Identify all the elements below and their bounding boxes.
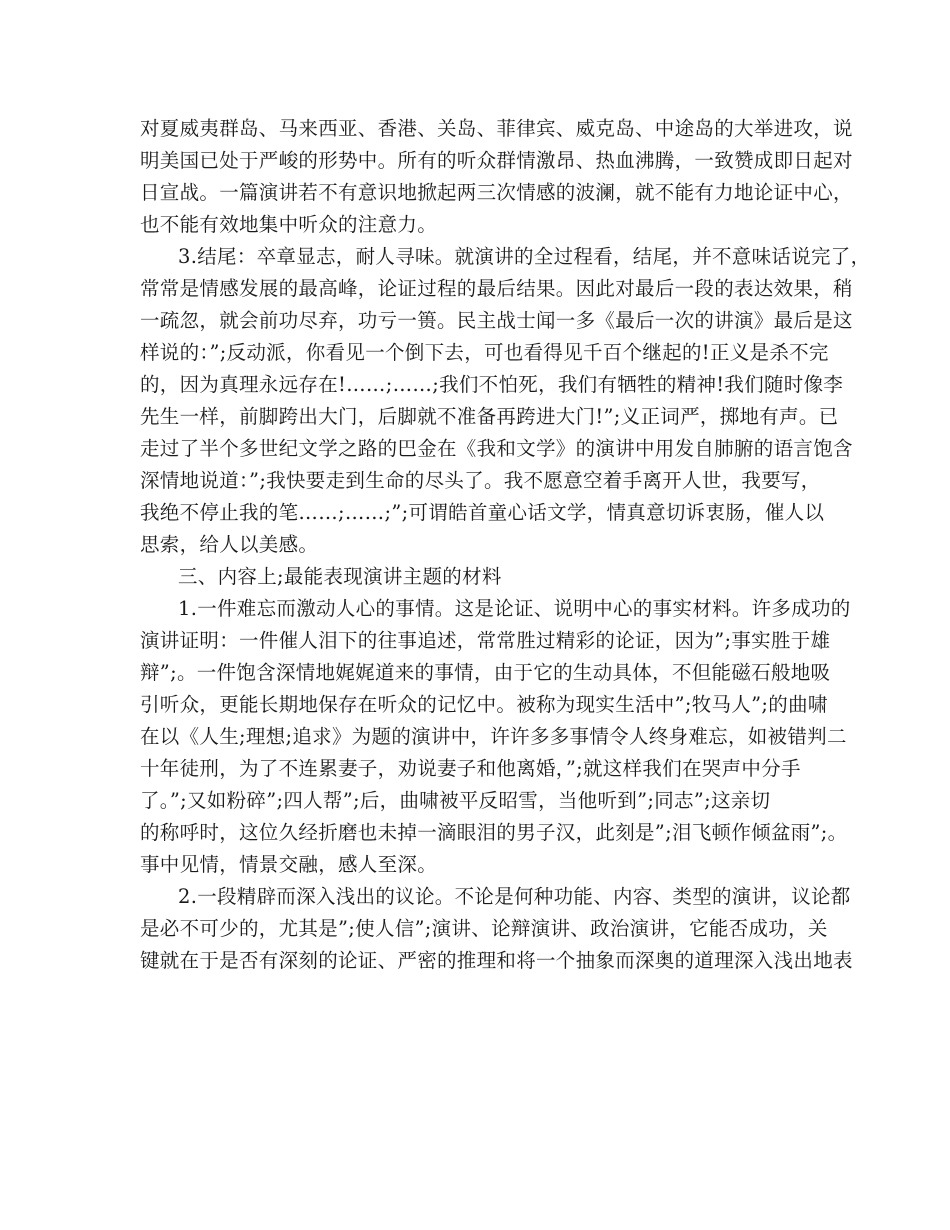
text-line: 先生一样，前脚跨出大门，后脚就不准备再跨进大门!”;义正词严，掷地有声。已: [140, 405, 839, 428]
paragraph-start-line: 1.一件难忘而激动人心的事情。这是论证、说明中心的事实材料。许多成功的: [178, 597, 851, 620]
text-line: 日宣战。一篇演讲若不有意识地掀起两三次情感的波澜，就不能有力地论证中心，: [140, 181, 853, 204]
text-line: 的，因为真理永远存在!……;……;我们不怕死，我们有牺牲的精神!我们随时像李: [140, 373, 844, 396]
text-line: 的称呼时，这位久经折磨也未掉一滴眼泪的男子汉，此刻是”;泪飞顿作倾盆雨”;。: [140, 821, 848, 844]
text-line: 引听众，更能长期地保存在听众的记忆中。被称为现实生活中”;牧马人”;的曲啸: [140, 693, 828, 716]
paragraph-start-line: 2.一段精辟而深入浅出的议论。不论是何种功能、内容、类型的演讲，议论都: [178, 885, 851, 908]
text-line: 深情地说道：”;我快要走到生命的尽头了。我不愿意空着手离开人世，我要写，: [140, 469, 821, 492]
text-line: 十年徒刑，为了不连累妻子，劝说妻子和他离婚，”;就这样我们在哭声中分手: [140, 757, 801, 780]
text-line: 辩”;。一件饱含深情地娓娓道来的事情，由于它的生动具体，不但能磁石般地吸: [140, 661, 831, 684]
text-line: 了。”;又如粉碎”;四人帮”;后，曲啸被平反昭雪，当他听到”;同志”;这亲切: [140, 789, 771, 812]
text-line: 是必不可少的，尤其是”;使人信”;演讲、论辩演讲、政治演讲，它能否成功，关: [140, 917, 828, 940]
section-heading: 三、内容上;最能表现演讲主题的材料: [178, 565, 502, 588]
text-line: 走过了半个多世纪文学之路的巴金在《我和文学》的演讲中用发自肺腑的语言饱含: [140, 437, 853, 460]
paragraph-start-line: 3.结尾：卒章显志，耐人寻味。就演讲的全过程看，结尾，并不意味话说完了，: [178, 245, 871, 268]
text-line: 事中见情，情景交融，感人至深。: [140, 853, 438, 876]
text-line: 也不能有效地集中听众的注意力。: [140, 213, 438, 236]
text-line: 明美国已处于严峻的形势中。所有的听众群情激昂、热血沸腾，一致赞成即日起对: [140, 149, 853, 172]
text-line: 样说的：”;反动派，你看见一个倒下去，可也看得见千百个继起的!正义是杀不完: [140, 341, 829, 364]
text-line: 一疏忽，就会前功尽弃，功亏一篑。民主战士闻一多《最后一次的讲演》最后是这: [140, 309, 853, 332]
text-line: 常常是情感发展的最高峰，论证过程的最后结果。因此对最后一段的表达效果，稍: [140, 277, 853, 300]
document-body: [140, 113, 871, 977]
text-line: 演讲证明：一件催人泪下的往事追述，常常胜过精彩的论证，因为”;事实胜于雄: [140, 629, 831, 652]
text-line: 对夏威夷群岛、马来西亚、香港、关岛、菲律宾、威克岛、中途岛的大举进攻，说: [140, 117, 853, 140]
text-line: 我绝不停止我的笔……;……;”;可谓皓首童心话文学，情真意切诉衷肠，催人以: [140, 501, 825, 524]
text-line: 思索，给人以美感。: [140, 533, 319, 556]
text-line: 键就在于是否有深刻的论证、严密的推理和将一个抽象而深奥的道理深入浅出地表: [140, 949, 853, 972]
text-line: 在以《人生;理想;追求》为题的演讲中，许许多多事情令人终身难忘，如被错判二: [140, 725, 847, 748]
